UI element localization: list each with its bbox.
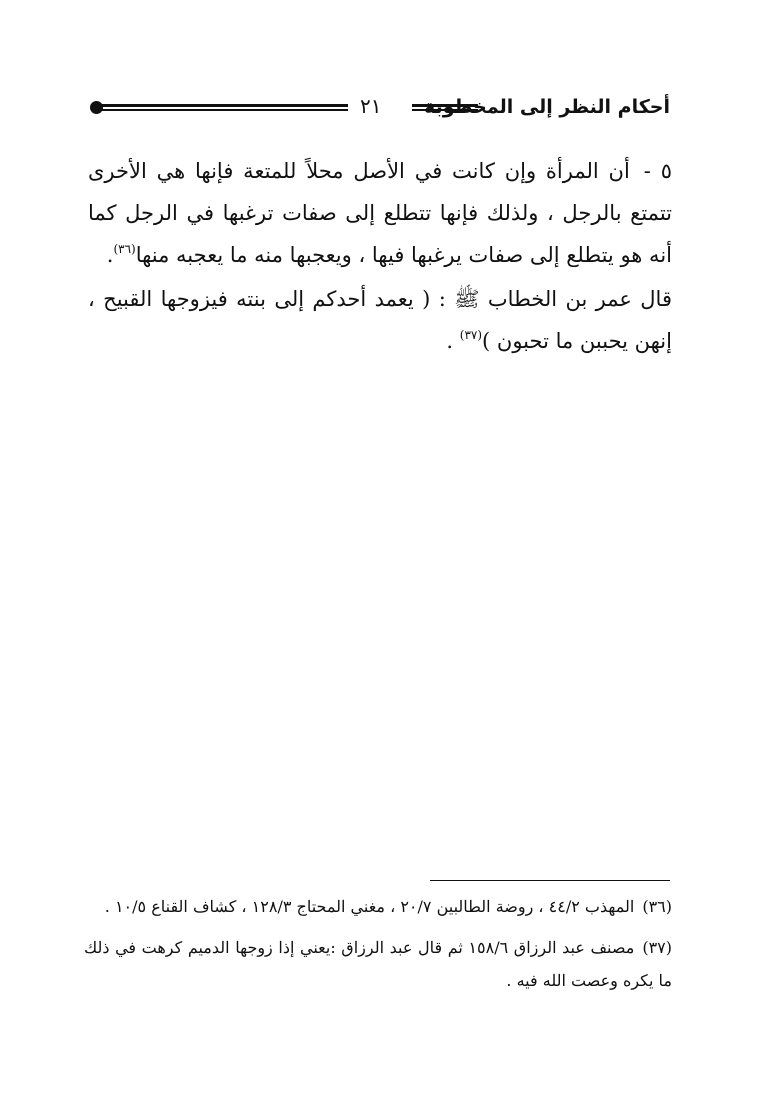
footnotes — [84, 890, 672, 1005]
footnote-37 — [84, 931, 672, 997]
item-end-mark: . — [106, 243, 114, 267]
book-title: أحكام النظر إلى المخطوبة — [424, 96, 670, 118]
quote-paragraph — [88, 278, 672, 362]
quote-text: قال عمر بن الخطاب ﷺ : ( يعمد أحدكم إلى بنته فيزوجها القبيح ، إنهن يحببن ما تحبون ) — [88, 287, 672, 353]
footnote-number: (٣٧) — [642, 938, 672, 957]
page-number: ٢١ — [360, 94, 382, 118]
footnote-ref-36[interactable]: (٣٦) — [113, 242, 136, 256]
footnote-text: المهذب ٤٤/٢ ، روضة الطالبين ٢٠/٧ ، مغني المحتاج ١٢٨/٣ ، كشاف القناع ١٠/٥ . — [104, 897, 635, 916]
numbered-paragraph — [88, 150, 672, 276]
footnote-ref-37[interactable]: (٣٧) — [459, 328, 483, 342]
header-rule-dot — [90, 101, 103, 114]
header-rule-short — [412, 104, 478, 111]
running-header — [90, 92, 670, 132]
footnote-text: مصنف عبد الرزاق ١٥٨/٦ ثم قال عبد الرزاق :يعني إذا زوجها الدميم كرهت في ذلك ما يكره وعصت الله فيه . — [84, 938, 672, 990]
quote-end-mark: . — [446, 329, 454, 353]
footnote-number: (٣٦) — [642, 897, 672, 916]
item-number: ٥ - — [643, 159, 672, 183]
footnote-36 — [84, 890, 672, 923]
item-text: أن المرأة وإن كانت في الأصل محلاً للمتعة فإنها هي الأخرى تتمتع بالرجل ، ولذلك فإنها تتطلع إلى صفات ترغبها في الرجل كما أنه هو يتطلع إلى صفات يرغبها فيها ، ويعجبها منه ما يعجبه منها — [88, 159, 672, 267]
footnote-separator — [430, 880, 670, 881]
main-text — [88, 150, 672, 362]
header-rule-long — [98, 104, 348, 111]
